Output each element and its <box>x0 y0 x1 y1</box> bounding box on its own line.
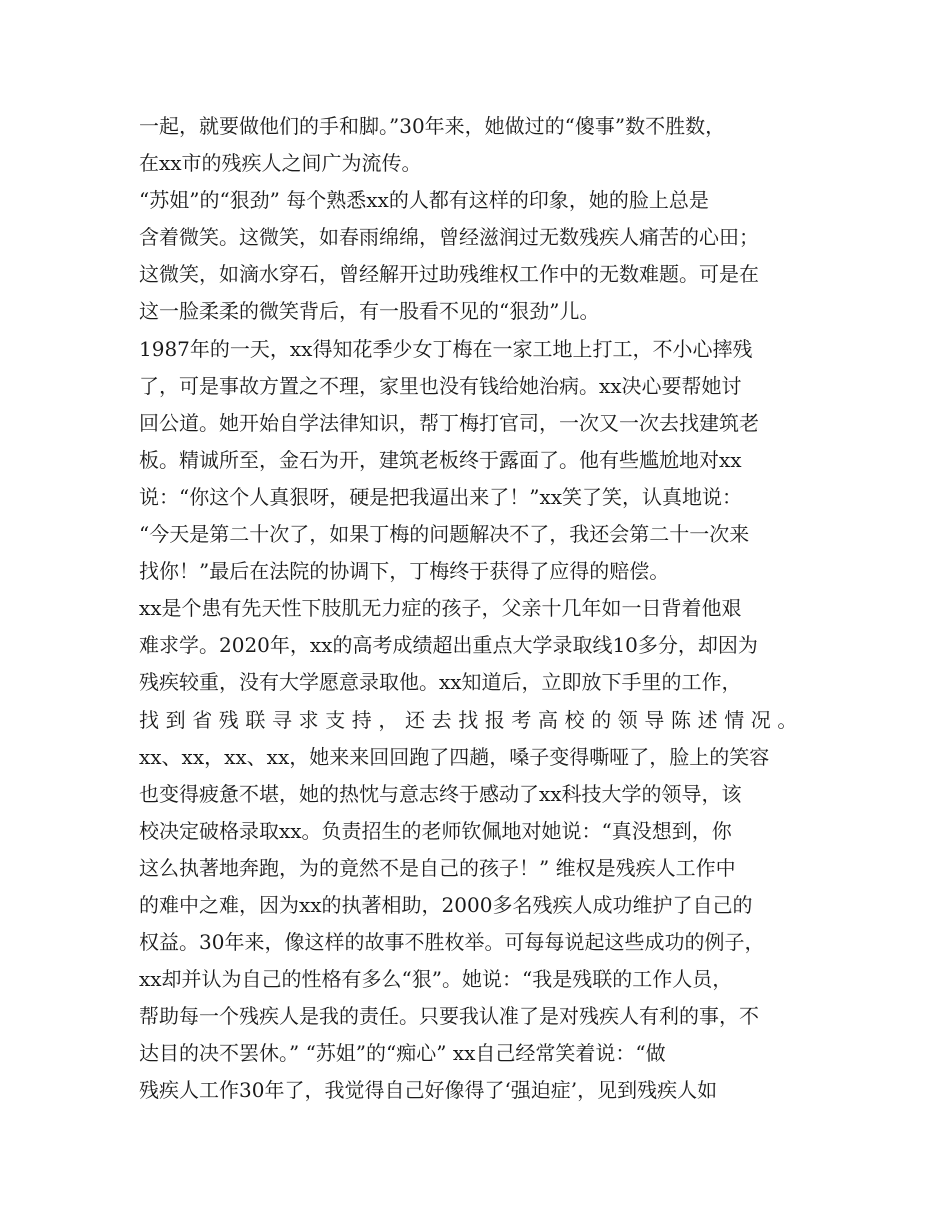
text-line: 权益。30年来，像这样的故事不胜枚举。可每每说起这些成功的例子， <box>139 930 765 955</box>
text-line: xx、xx，xx、xx，她来来回回跑了四趟，嗓子变得嘶哑了，脸上的笑容 <box>139 744 770 769</box>
text-line: 回公道。她开始自学法律知识，帮丁梅打官司，一次又一次去找建筑老 <box>139 410 759 435</box>
text-line: 也变得疲惫不堪，她的热忱与意志终于感动了xx科技大学的领导，该 <box>139 781 742 806</box>
text-line: 这么执著地奔跑，为的竟然不是自己的孩子！” 维权是残疾人工作中 <box>139 855 736 880</box>
text-line: 板。精诚所至，金石为开，建筑老板终于露面了。他有些尴尬地对xx <box>139 447 742 472</box>
text-line: “今天是第二十次了，如果丁梅的问题解决不了，我还会第二十一次来 <box>139 522 750 547</box>
text-line: 达目的决不罢休。” “苏姐”的“痴心” xx自己经常笑着说：“做 <box>139 1041 666 1066</box>
text-line: 说：“你这个人真狠呀，硬是把我逼出来了！”xx笑了笑，认真地说： <box>139 484 743 509</box>
text-line: 残疾较重，没有大学愿意录取他。xx知道后，立即放下手里的工作， <box>139 670 742 695</box>
text-line: 找你！”最后在法院的协调下，丁梅终于获得了应得的赔偿。 <box>139 559 670 584</box>
text-line: 1987年的一天，xx得知花季少女丁梅在一家工地上打工，不小心摔残 <box>139 336 753 361</box>
text-line: 难求学。2020年，xx的高考成绩超出重点大学录取线10多分，却因为 <box>139 633 758 658</box>
text-line: 在xx市的残疾人之间广为流传。 <box>139 151 422 176</box>
text-line: “苏姐”的“狠劲” 每个熟悉xx的人都有这样的印象，她的脸上总是 <box>139 188 709 213</box>
text-line: 这微笑，如滴水穿石，曾经解开过助残维权工作中的无数难题。可是在 <box>139 262 759 287</box>
text-line: 一起，就要做他们的手和脚。”30年来，她做过的“傻事”数不胜数， <box>139 114 726 138</box>
text-line: 含着微笑。这微笑，如春雨绵绵，曾经滋润过无数残疾人痛苦的心田； <box>139 225 759 250</box>
text-line: 残疾人工作30年了，我觉得自己好像得了‘强迫症’，见到残疾人如 <box>139 1078 718 1103</box>
text-line: 校决定破格录取xx。负责招生的老师钦佩地对她说：“真没想到，你 <box>139 818 732 843</box>
text-line: xx是个患有先天性下肢肌无力症的孩子，父亲十几年如一日背着他艰 <box>139 596 742 621</box>
text-line: 帮助每一个残疾人是我的责任。只要我认准了是对残疾人有利的事，不 <box>139 1004 759 1029</box>
body-text <box>139 108 819 1110</box>
text-line: 的难中之难，因为xx的执著相助，2000多名残疾人成功维护了自己的 <box>139 892 753 917</box>
text-line: xx却并认为自己的性格有多么“狠”。她说：“我是残联的工作人员， <box>139 967 733 992</box>
text-line: 找到省残联寻求支持，还去找报考高校的领导陈述情况。 <box>139 707 804 732</box>
text-line: 这一脸柔柔的微笑背后，有一股看不见的“狠劲”儿。 <box>139 299 600 324</box>
text-line: 了，可是事故方置之不理，家里也没有钱给她治病。xx决心要帮她讨 <box>139 373 742 398</box>
